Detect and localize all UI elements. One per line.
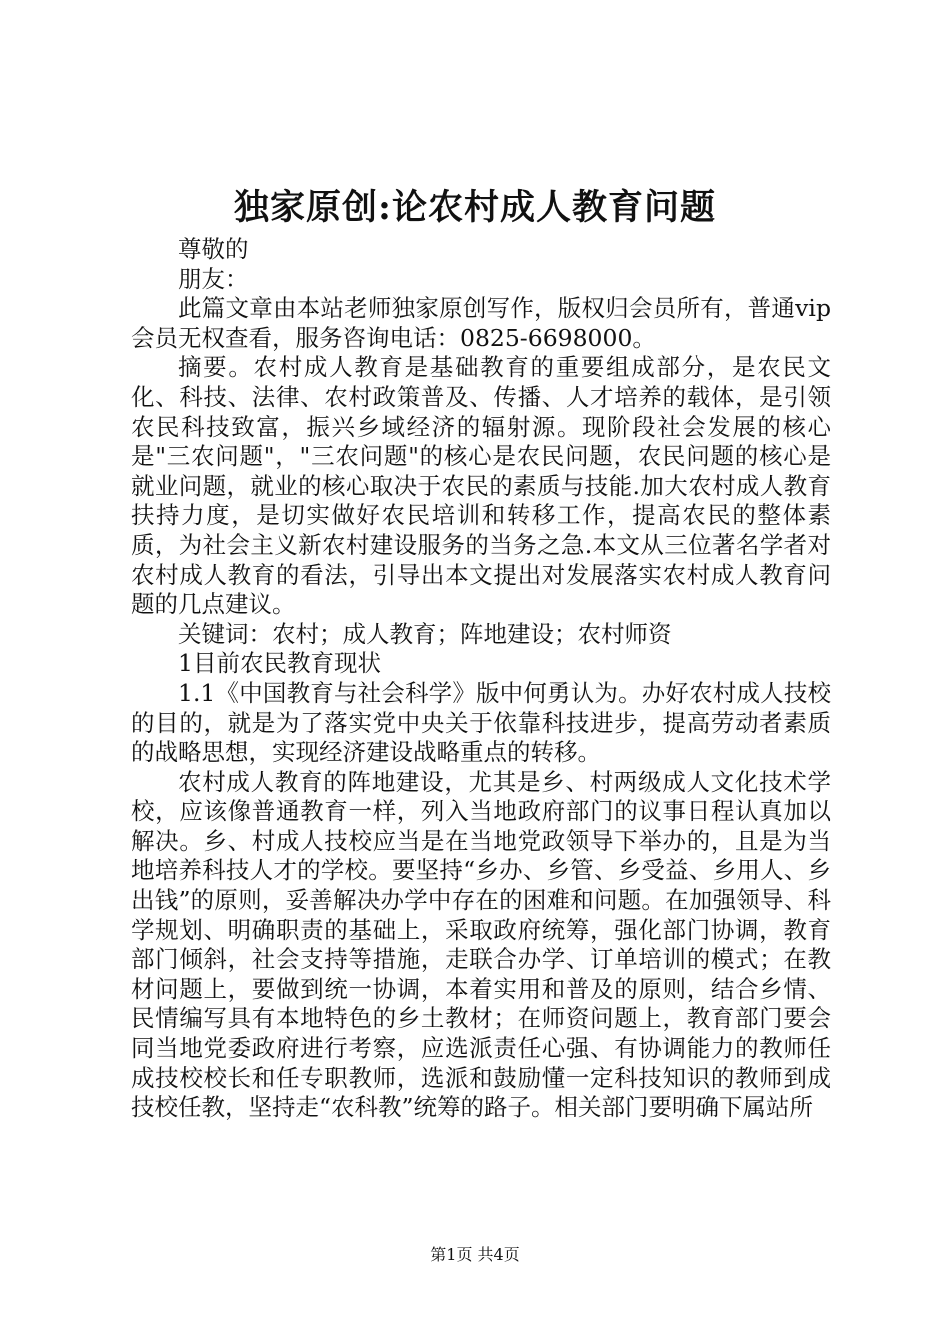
- paragraph-body: 农村成人教育的阵地建设，尤其是乡、村两级成人文化技术学校，应该像普通教育一样，列入当地政府部门的议事日程认真加以解决。乡、村成人技校应当是在当地党政领导下举办的，且是为当地培养科技人才的学校。要坚持“乡办、乡管、乡受益、乡用人、乡出钱”的原则，妥善解决办学中存在的困难和问题。在加强领导、科学规划、明确职责的基础上，采取政府统筹，强化部门协调，教育部门倾斜，社会支持等措施，走联合办学、订单培训的模式；在教材问题上，要做到统一协调，本着实用和普及的原则，结合乡情、民情编写具有本地特色的乡土教材；在师资问题上，教育部门要会同当地党委政府进行考察，应选派责任心强、有协调能力的教师任成技校校长和任专职教师，选派和鼓励懂一定科技知识的教师到成技校任教，坚持走“农科教”统筹的路子。相关部门要明确下属站所: [131, 767, 831, 1122]
- paragraph-subsection: 1.1《中国教育与社会科学》版中何勇认为。办好农村成人技校的目的，就是为了落实党中央关于依靠科技进步，提高劳动者素质的战略思想，实现经济建设战略重点的转移。: [131, 678, 831, 767]
- document-title: 独家原创:论农村成人教育问题: [234, 187, 716, 228]
- paragraph-copyright-notice: 此篇文章由本站老师独家原创写作，版权归会员所有，普通vip会员无权查看，服务咨询电话：0825-6698000。: [131, 294, 831, 352]
- document-body: [131, 235, 831, 1123]
- paragraph-abstract: 摘要。农村成人教育是基础教育的重要组成部分，是农民文化、科技、法律、农村政策普及、传播、人才培养的载体，是引领农民科技致富，振兴乡域经济的辐射源。现阶段社会发展的核心是"三农问题"，"三农问题"的核心是农民问题，农民问题的核心是就业问题，就业的核心取决于农民的素质与技能.加大农村成人教育扶持力度，是切实做好农民培训和转移工作，提高农民的整体素质，为社会主义新农村建设服务的当务之急.本文从三位著名学者对农村成人教育的看法，引导出本文提出对发展落实农村成人教育问题的几点建议。: [131, 353, 831, 619]
- paragraph-keywords: 关键词：农村；成人教育；阵地建设；农村师资: [178, 619, 672, 648]
- paragraph-salutation: 尊敬的: [178, 235, 249, 263]
- section-heading: 1目前农民教育现状: [178, 649, 381, 678]
- paragraph-salutation-2: 朋友：: [178, 264, 249, 293]
- page-number-footer: 第1页 共4页: [430, 1245, 520, 1264]
